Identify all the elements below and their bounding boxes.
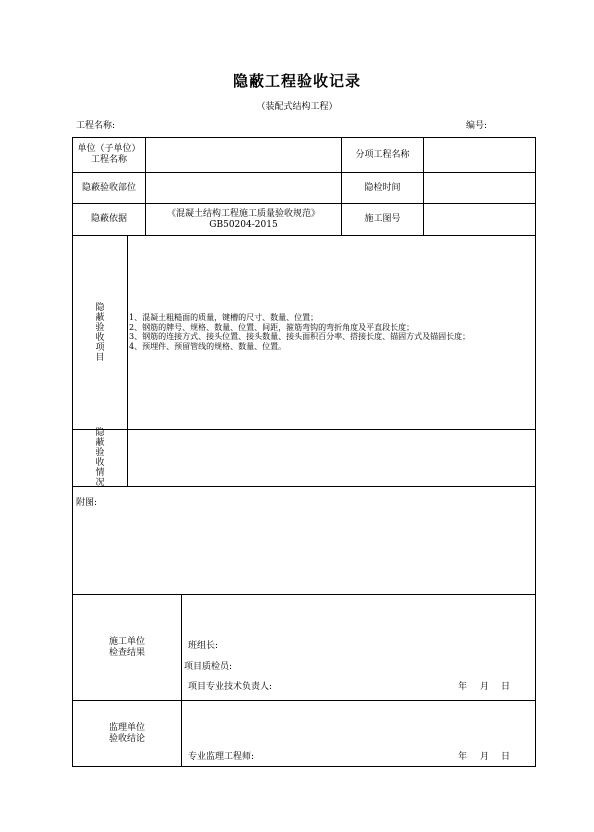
supervising-engineer-label: 专业监理工程师:: [188, 752, 255, 762]
attachment-label: 附图:: [76, 498, 98, 508]
unit-name-field[interactable]: [146, 138, 341, 172]
date-month: 月: [480, 752, 490, 762]
concealed-basis-label: 隐蔽依据: [90, 214, 127, 224]
date-year: 年: [458, 682, 468, 692]
date-year: 年: [458, 752, 468, 762]
inspection-item: 3、钢筋的连接方式、接头位置、接头数量、接头面积百分率、搭接长度、锚固方式及锚固长度；: [129, 332, 471, 341]
drawing-number-field[interactable]: [424, 204, 535, 235]
date-day: 日: [501, 752, 511, 762]
inspection-items-list: [129, 313, 471, 351]
inspection-item: 1、混凝土粗糙面的质量，键槽的尺寸、数量、位置；: [129, 313, 319, 322]
concealed-basis-value: 《混凝土结构工程施工质量验收规范》 GB50204-2015: [166, 208, 320, 230]
supervision-unit-label: 监理单位 验收结论: [108, 722, 145, 744]
inspection-item: 2、钢筋的牌号、规格、数量、位置、间距，箍筋弯钩的弯折角度及平直段长度；: [129, 322, 415, 332]
project-name-label: 工程名称:: [76, 121, 116, 131]
inspection-items-label: 隐蔽验收项目: [95, 302, 105, 363]
tech-lead-label: 项目专业技术负责人:: [188, 682, 273, 692]
subitem-name-field[interactable]: [424, 138, 535, 172]
date-month: 月: [480, 682, 490, 692]
construction-unit-label: 施工单位 检查结果: [108, 636, 145, 658]
drawing-number-label: 施工图号: [364, 214, 401, 224]
subitem-name-label: 分项工程名称: [355, 149, 410, 160]
inspection-form: [72, 137, 536, 767]
serial-number-label: 编号:: [466, 121, 488, 131]
inspection-situation-field[interactable]: [128, 430, 535, 486]
inspection-item: 4、预埋件、预留管线的规格、数量、位置。: [129, 341, 287, 351]
inspection-time-label: 隐检时间: [364, 182, 401, 193]
concealed-location-label: 隐蔽验收部位: [81, 182, 136, 193]
page-subtitle: （装配式结构工程）: [256, 102, 338, 112]
date-day: 日: [501, 682, 511, 692]
inspection-time-field[interactable]: [424, 173, 535, 203]
team-leader-label: 班组长:: [188, 641, 219, 651]
page-title: 隐蔽工程验收记录: [232, 72, 361, 90]
inspection-situation-label: 隐蔽验收情况: [95, 428, 105, 488]
unit-name-label: 单位（子单位） 工程名称: [77, 144, 141, 165]
quality-inspector-label: 项目质检员:: [184, 662, 233, 672]
concealed-location-field[interactable]: [146, 173, 341, 203]
attachment-area[interactable]: [73, 487, 535, 594]
